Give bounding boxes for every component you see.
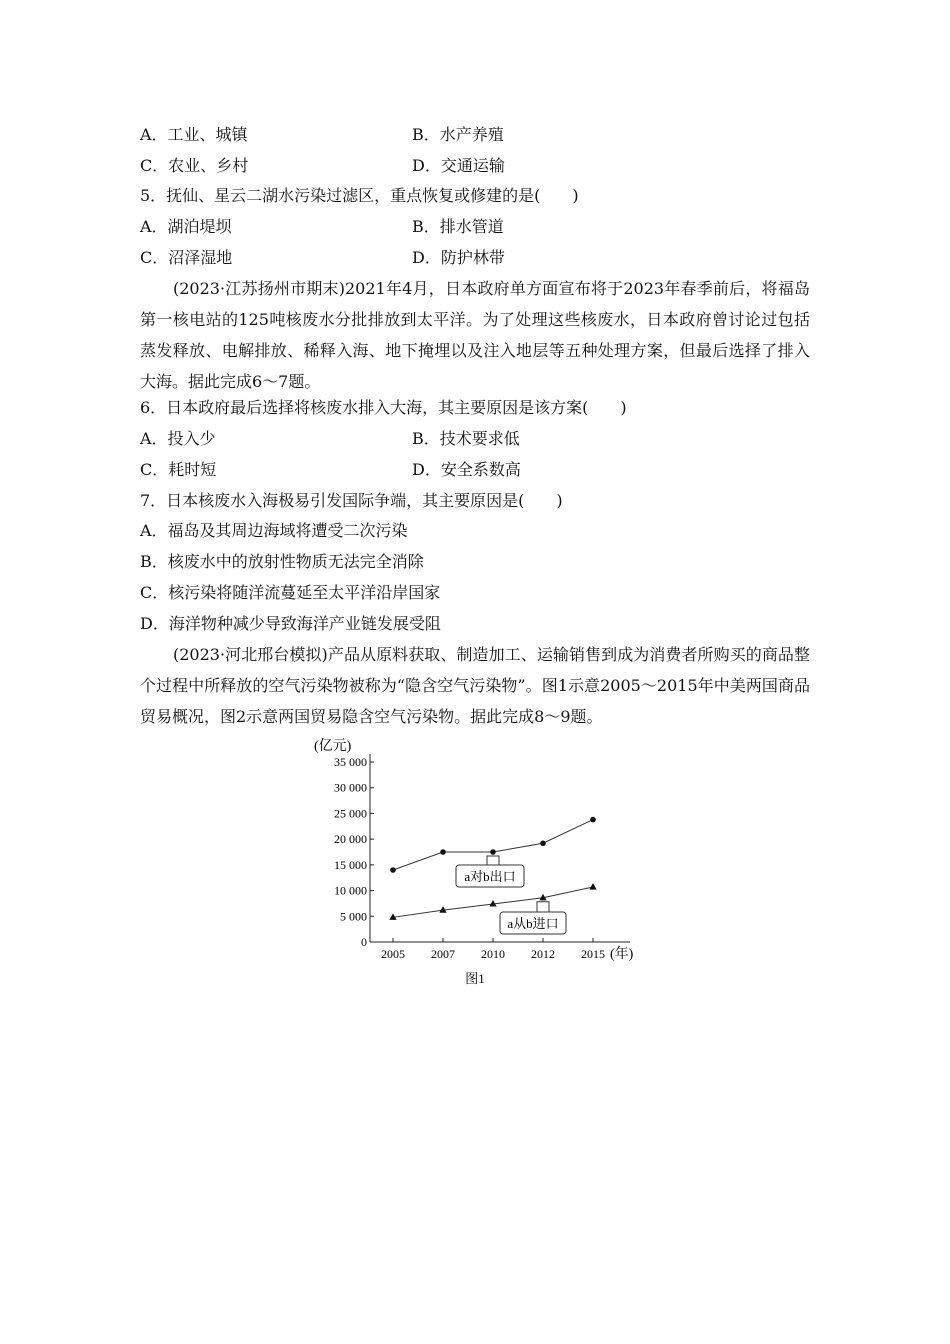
- y-tick-label: 35 000: [334, 755, 367, 769]
- q5-option-b: B．排水管道: [412, 217, 504, 236]
- passage-nuclear-wastewater: (2023·江苏扬州市期末)2021年4月，日本政府单方面宣布将于2023年春季前后，将福岛第一核电站的125吨核废水分批排放到太平洋。为了处理这些核废水，日本政府曾讨论过包括蒸发释放、电解排放、稀释入海、地下掩埋以及注入地层等五种处理方案，但最后选择了排入大海。据此完成6～7题。: [140, 279, 810, 391]
- figure-1-line-chart: [300, 730, 660, 995]
- series-line-1: [393, 820, 593, 870]
- y-tick-label: 0: [361, 935, 367, 949]
- data-point: [440, 849, 446, 855]
- data-point: [590, 817, 596, 823]
- y-tick-label: 10 000: [334, 883, 367, 898]
- y-tick-label: 15 000: [334, 857, 367, 872]
- legend-label-export-leader: [487, 856, 499, 865]
- x-tick-label: 2015: [581, 947, 605, 961]
- q6-option-c: C．耗时短: [140, 460, 217, 479]
- q7-option-a: A．福岛及其周边海域将遭受二次污染: [140, 521, 408, 540]
- q5-option-d: D．防护林带: [412, 248, 505, 267]
- q6-stem: 6．日本政府最后选择将核废水排入大海，其主要原因是该方案( ): [140, 398, 627, 417]
- q5-option-c: C．沼泽湿地: [140, 248, 233, 267]
- data-point: [390, 867, 396, 873]
- x-axis-unit-label: (年): [610, 947, 634, 962]
- legend-label-import-leader: [537, 902, 549, 912]
- legend-label-export: a对b出口: [464, 869, 516, 884]
- data-point: [490, 849, 496, 855]
- q5-option-a: A．湖泊堤坝: [140, 217, 232, 236]
- y-axis-unit-label: (亿元): [314, 739, 352, 754]
- q6-option-b: B．技术要求低: [412, 429, 520, 448]
- q7-option-b: B．核废水中的放射性物质无法完全消除: [140, 552, 424, 571]
- x-tick-label: 2005: [381, 947, 405, 961]
- q4-option-c: C．农业、乡村: [140, 156, 249, 175]
- figure-caption: 图1: [465, 971, 485, 986]
- x-tick-label: 2012: [531, 947, 555, 961]
- y-tick-label: 20 000: [334, 832, 367, 847]
- y-tick-label: 5 000: [340, 909, 367, 924]
- q6-option-a: A．投入少: [140, 429, 216, 448]
- y-tick-label: 30 000: [334, 780, 367, 795]
- q4-option-d: D．交通运输: [412, 156, 505, 175]
- passage-trade-pollutants: (2023·河北邢台模拟)产品从原料获取、制造加工、运输销售到成为消费者所购买的商品整个过程中所释放的空气污染物被称为“隐含空气污染物”。图1示意2005～2015年中美两国商品贸易概况，图2示意两国贸易隐含空气污染物。据此完成8～9题。: [140, 645, 810, 726]
- q5-stem: 5．抚仙、星云二湖水污染过滤区，重点恢复或修建的是( ): [140, 186, 579, 205]
- data-point: [540, 840, 546, 846]
- q4-option-a: A．工业、城镇: [140, 125, 248, 144]
- data-point: [589, 883, 596, 890]
- q7-stem: 7．日本核废水入海极易引发国际争端，其主要原因是( ): [140, 491, 563, 510]
- x-tick-label: 2010: [481, 947, 505, 961]
- q4-option-b: B．水产养殖: [412, 125, 504, 144]
- q7-option-c: C．核污染将随洋流蔓延至太平洋沿岸国家: [140, 583, 441, 602]
- q7-option-d: D．海洋物种减少导致海洋产业链发展受阻: [140, 614, 441, 633]
- y-tick-label: 25 000: [334, 806, 367, 821]
- legend-label-import: a从b进口: [507, 916, 559, 931]
- q6-option-d: D．安全系数高: [412, 460, 521, 479]
- x-tick-label: 2007: [431, 947, 455, 961]
